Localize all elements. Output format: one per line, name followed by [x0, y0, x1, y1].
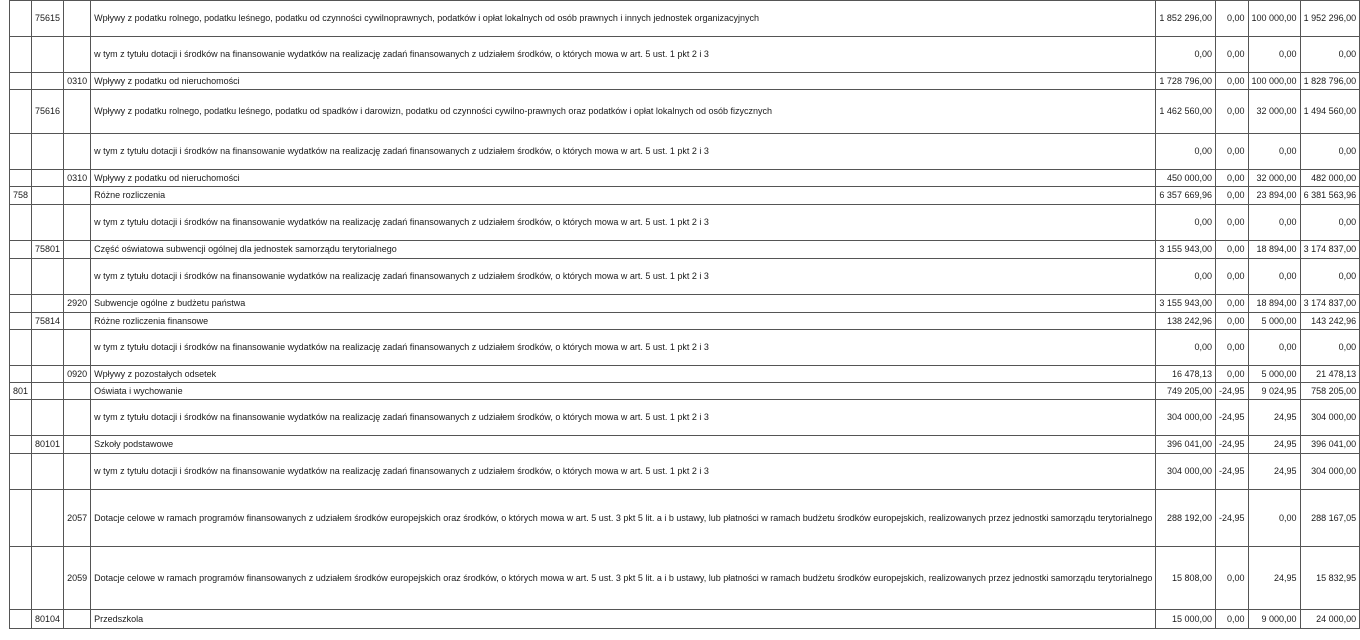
cell-rozdzial [32, 330, 64, 366]
cell-zwiekszenie: 0,00 [1248, 330, 1300, 366]
table-row [10, 547, 1360, 610]
cell-zmniejszenie: 0,00 [1215, 259, 1248, 295]
cell-zwiekszenie: 24,95 [1248, 400, 1300, 436]
cell-plan-przed: 0,00 [1156, 37, 1216, 73]
cell-paragraf: 0920 [64, 366, 91, 383]
cell-plan-po: 758 205,00 [1300, 383, 1360, 400]
cell-zwiekszenie: 5 000,00 [1248, 366, 1300, 383]
cell-rozdzial [32, 400, 64, 436]
cell-opis: Subwencje ogólne z budżetu państwa [91, 295, 1156, 313]
cell-plan-po: 396 041,00 [1300, 436, 1360, 454]
cell-dzial [10, 436, 32, 454]
cell-rozdzial [32, 454, 64, 490]
cell-plan-przed: 450 000,00 [1156, 170, 1216, 187]
cell-dzial [10, 313, 32, 330]
cell-zwiekszenie: 100 000,00 [1248, 1, 1300, 37]
cell-zwiekszenie: 0,00 [1248, 490, 1300, 547]
cell-zmniejszenie: 0,00 [1215, 330, 1248, 366]
cell-plan-przed: 749 205,00 [1156, 383, 1216, 400]
cell-dzial [10, 330, 32, 366]
cell-rozdzial: 75801 [32, 241, 64, 259]
cell-dzial: 801 [10, 383, 32, 400]
cell-zmniejszenie: -24,95 [1215, 383, 1248, 400]
cell-plan-po: 288 167,05 [1300, 490, 1360, 547]
cell-plan-przed: 0,00 [1156, 330, 1216, 366]
cell-plan-po: 1 828 796,00 [1300, 73, 1360, 90]
cell-dzial [10, 610, 32, 629]
cell-zwiekszenie: 0,00 [1248, 37, 1300, 73]
cell-plan-przed: 0,00 [1156, 134, 1216, 170]
cell-opis: w tym z tytułu dotacji i środków na finansowanie wydatków na realizację zadań finansowanych z udziałem środków, o których mowa w art. 5 ust. 1 pkt 2 i 3 [91, 205, 1156, 241]
cell-opis: w tym z tytułu dotacji i środków na finansowanie wydatków na realizację zadań finansowanych z udziałem środków, o których mowa w art. 5 ust. 1 pkt 2 i 3 [91, 37, 1156, 73]
cell-rozdzial: 75615 [32, 1, 64, 37]
cell-opis: Różne rozliczenia [91, 187, 1156, 205]
cell-zmniejszenie: 0,00 [1215, 313, 1248, 330]
cell-rozdzial [32, 295, 64, 313]
cell-opis: w tym z tytułu dotacji i środków na finansowanie wydatków na realizację zadań finansowanych z udziałem środków, o których mowa w art. 5 ust. 1 pkt 2 i 3 [91, 134, 1156, 170]
table-row [10, 400, 1360, 436]
cell-dzial [10, 547, 32, 610]
cell-rozdzial [32, 547, 64, 610]
cell-zwiekszenie: 24,95 [1248, 454, 1300, 490]
cell-zwiekszenie: 5 000,00 [1248, 313, 1300, 330]
cell-plan-po: 0,00 [1300, 134, 1360, 170]
table-row [10, 366, 1360, 383]
cell-zwiekszenie: 18 894,00 [1248, 295, 1300, 313]
cell-paragraf [64, 610, 91, 629]
cell-paragraf: 2059 [64, 547, 91, 610]
cell-zmniejszenie: 0,00 [1215, 187, 1248, 205]
cell-plan-przed: 0,00 [1156, 259, 1216, 295]
cell-plan-po: 0,00 [1300, 259, 1360, 295]
cell-paragraf [64, 37, 91, 73]
cell-dzial [10, 90, 32, 134]
cell-opis: Oświata i wychowanie [91, 383, 1156, 400]
cell-paragraf [64, 259, 91, 295]
cell-plan-przed: 304 000,00 [1156, 454, 1216, 490]
cell-opis: Szkoły podstawowe [91, 436, 1156, 454]
cell-paragraf [64, 187, 91, 205]
cell-plan-przed: 1 728 796,00 [1156, 73, 1216, 90]
cell-zmniejszenie: 0,00 [1215, 547, 1248, 610]
cell-plan-przed: 3 155 943,00 [1156, 241, 1216, 259]
table-row [10, 134, 1360, 170]
cell-paragraf [64, 454, 91, 490]
cell-zwiekszenie: 18 894,00 [1248, 241, 1300, 259]
cell-rozdzial [32, 73, 64, 90]
table-row [10, 205, 1360, 241]
cell-plan-po: 1 952 296,00 [1300, 1, 1360, 37]
cell-plan-przed: 15 000,00 [1156, 610, 1216, 629]
cell-plan-po: 3 174 837,00 [1300, 241, 1360, 259]
cell-opis: Wpływy z pozostałych odsetek [91, 366, 1156, 383]
cell-plan-po: 304 000,00 [1300, 400, 1360, 436]
cell-plan-po: 6 381 563,96 [1300, 187, 1360, 205]
table-row [10, 454, 1360, 490]
cell-rozdzial: 75814 [32, 313, 64, 330]
table-row [10, 170, 1360, 187]
cell-plan-po: 0,00 [1300, 37, 1360, 73]
cell-paragraf: 0310 [64, 73, 91, 90]
cell-zmniejszenie: -24,95 [1215, 436, 1248, 454]
cell-zwiekszenie: 9 000,00 [1248, 610, 1300, 629]
cell-paragraf: 2057 [64, 490, 91, 547]
cell-opis: Dotacje celowe w ramach programów finansowanych z udziałem środków europejskich oraz środków, o których mowa w art. 5 ust. 3 pkt 5 lit. a i b ustawy, lub płatności w ramach budżetu środków europejskich, realizowanych przez jednostki samorządu terytorialnego [91, 547, 1156, 610]
table-row [10, 187, 1360, 205]
cell-zmniejszenie: 0,00 [1215, 610, 1248, 629]
cell-plan-przed: 0,00 [1156, 205, 1216, 241]
cell-plan-po: 482 000,00 [1300, 170, 1360, 187]
cell-zmniejszenie: 0,00 [1215, 366, 1248, 383]
cell-paragraf [64, 330, 91, 366]
cell-zmniejszenie: 0,00 [1215, 134, 1248, 170]
cell-dzial [10, 170, 32, 187]
cell-zmniejszenie: -24,95 [1215, 454, 1248, 490]
cell-dzial [10, 134, 32, 170]
cell-zmniejszenie: 0,00 [1215, 205, 1248, 241]
cell-rozdzial [32, 170, 64, 187]
cell-opis: Różne rozliczenia finansowe [91, 313, 1156, 330]
table-row [10, 259, 1360, 295]
cell-plan-po: 24 000,00 [1300, 610, 1360, 629]
table-row [10, 313, 1360, 330]
cell-plan-przed: 6 357 669,96 [1156, 187, 1216, 205]
cell-paragraf: 0310 [64, 170, 91, 187]
table-row [10, 436, 1360, 454]
cell-paragraf [64, 436, 91, 454]
cell-rozdzial [32, 366, 64, 383]
cell-plan-po: 0,00 [1300, 205, 1360, 241]
cell-zwiekszenie: 0,00 [1248, 205, 1300, 241]
cell-dzial [10, 259, 32, 295]
cell-zwiekszenie: 0,00 [1248, 259, 1300, 295]
table-row [10, 383, 1360, 400]
cell-rozdzial [32, 37, 64, 73]
cell-rozdzial [32, 134, 64, 170]
cell-dzial [10, 73, 32, 90]
cell-dzial [10, 490, 32, 547]
cell-plan-przed: 3 155 943,00 [1156, 295, 1216, 313]
cell-opis: w tym z tytułu dotacji i środków na finansowanie wydatków na realizację zadań finansowanych z udziałem środków, o których mowa w art. 5 ust. 1 pkt 2 i 3 [91, 454, 1156, 490]
cell-zwiekszenie: 24,95 [1248, 547, 1300, 610]
table-row [10, 73, 1360, 90]
cell-dzial [10, 400, 32, 436]
cell-opis: Wpływy z podatku od nieruchomości [91, 73, 1156, 90]
cell-rozdzial [32, 205, 64, 241]
cell-paragraf [64, 400, 91, 436]
cell-zmniejszenie: -24,95 [1215, 400, 1248, 436]
cell-plan-po: 143 242,96 [1300, 313, 1360, 330]
cell-zmniejszenie: 0,00 [1215, 37, 1248, 73]
cell-plan-przed: 138 242,96 [1156, 313, 1216, 330]
cell-zwiekszenie: 23 894,00 [1248, 187, 1300, 205]
cell-plan-po: 15 832,95 [1300, 547, 1360, 610]
cell-plan-przed: 304 000,00 [1156, 400, 1216, 436]
cell-paragraf [64, 90, 91, 134]
cell-zmniejszenie: 0,00 [1215, 295, 1248, 313]
budget-table [9, 0, 1360, 629]
cell-opis: w tym z tytułu dotacji i środków na finansowanie wydatków na realizację zadań finansowanych z udziałem środków, o których mowa w art. 5 ust. 1 pkt 2 i 3 [91, 400, 1156, 436]
cell-dzial [10, 37, 32, 73]
cell-rozdzial: 80104 [32, 610, 64, 629]
cell-rozdzial: 75616 [32, 90, 64, 134]
cell-opis: Przedszkola [91, 610, 1156, 629]
cell-dzial [10, 295, 32, 313]
cell-zwiekszenie: 9 024,95 [1248, 383, 1300, 400]
cell-zmniejszenie: 0,00 [1215, 1, 1248, 37]
cell-opis: Wpływy z podatku rolnego, podatku leśnego, podatku od czynności cywilnoprawnych, podatków i opłat lokalnych od osób prawnych i innych jednostek organizacyjnych [91, 1, 1156, 37]
cell-rozdzial [32, 490, 64, 547]
cell-paragraf: 2920 [64, 295, 91, 313]
budget-table-body [10, 1, 1360, 629]
cell-paragraf [64, 383, 91, 400]
cell-dzial [10, 205, 32, 241]
cell-zwiekszenie: 100 000,00 [1248, 73, 1300, 90]
cell-dzial [10, 241, 32, 259]
cell-zwiekszenie: 0,00 [1248, 134, 1300, 170]
cell-plan-po: 0,00 [1300, 330, 1360, 366]
cell-plan-po: 3 174 837,00 [1300, 295, 1360, 313]
table-row [10, 241, 1360, 259]
table-row [10, 330, 1360, 366]
cell-opis: w tym z tytułu dotacji i środków na finansowanie wydatków na realizację zadań finansowanych z udziałem środków, o których mowa w art. 5 ust. 1 pkt 2 i 3 [91, 330, 1156, 366]
table-row [10, 295, 1360, 313]
cell-opis: Dotacje celowe w ramach programów finansowanych z udziałem środków europejskich oraz środków, o których mowa w art. 5 ust. 3 pkt 5 lit. a i b ustawy, lub płatności w ramach budżetu środków europejskich, realizowanych przez jednostki samorządu terytorialnego [91, 490, 1156, 547]
cell-dzial: 758 [10, 187, 32, 205]
cell-paragraf [64, 1, 91, 37]
cell-paragraf [64, 134, 91, 170]
cell-rozdzial: 80101 [32, 436, 64, 454]
cell-zwiekszenie: 32 000,00 [1248, 90, 1300, 134]
cell-rozdzial [32, 187, 64, 205]
table-row [10, 490, 1360, 547]
cell-paragraf [64, 205, 91, 241]
cell-dzial [10, 454, 32, 490]
table-row [10, 1, 1360, 37]
cell-plan-przed: 1 852 296,00 [1156, 1, 1216, 37]
cell-plan-przed: 288 192,00 [1156, 490, 1216, 547]
cell-opis: w tym z tytułu dotacji i środków na finansowanie wydatków na realizację zadań finansowanych z udziałem środków, o których mowa w art. 5 ust. 1 pkt 2 i 3 [91, 259, 1156, 295]
cell-plan-przed: 396 041,00 [1156, 436, 1216, 454]
cell-dzial [10, 366, 32, 383]
cell-opis: Wpływy z podatku od nieruchomości [91, 170, 1156, 187]
cell-opis: Wpływy z podatku rolnego, podatku leśnego, podatku od spadków i darowizn, podatku od czynności cywilno-prawnych oraz podatków i opłat lokalnych od osób fizycznych [91, 90, 1156, 134]
cell-rozdzial [32, 259, 64, 295]
cell-plan-przed: 16 478,13 [1156, 366, 1216, 383]
table-row [10, 90, 1360, 134]
cell-paragraf [64, 313, 91, 330]
cell-plan-po: 304 000,00 [1300, 454, 1360, 490]
cell-zmniejszenie: 0,00 [1215, 170, 1248, 187]
cell-zwiekszenie: 32 000,00 [1248, 170, 1300, 187]
cell-plan-przed: 15 808,00 [1156, 547, 1216, 610]
table-row [10, 37, 1360, 73]
cell-opis: Część oświatowa subwencji ogólnej dla jednostek samorządu terytorialnego [91, 241, 1156, 259]
cell-zmniejszenie: 0,00 [1215, 73, 1248, 90]
cell-paragraf [64, 241, 91, 259]
cell-plan-po: 1 494 560,00 [1300, 90, 1360, 134]
cell-zmniejszenie: -24,95 [1215, 490, 1248, 547]
table-row [10, 610, 1360, 629]
cell-zwiekszenie: 24,95 [1248, 436, 1300, 454]
cell-zmniejszenie: 0,00 [1215, 90, 1248, 134]
cell-zmniejszenie: 0,00 [1215, 241, 1248, 259]
cell-dzial [10, 1, 32, 37]
cell-plan-po: 21 478,13 [1300, 366, 1360, 383]
cell-plan-przed: 1 462 560,00 [1156, 90, 1216, 134]
cell-rozdzial [32, 383, 64, 400]
